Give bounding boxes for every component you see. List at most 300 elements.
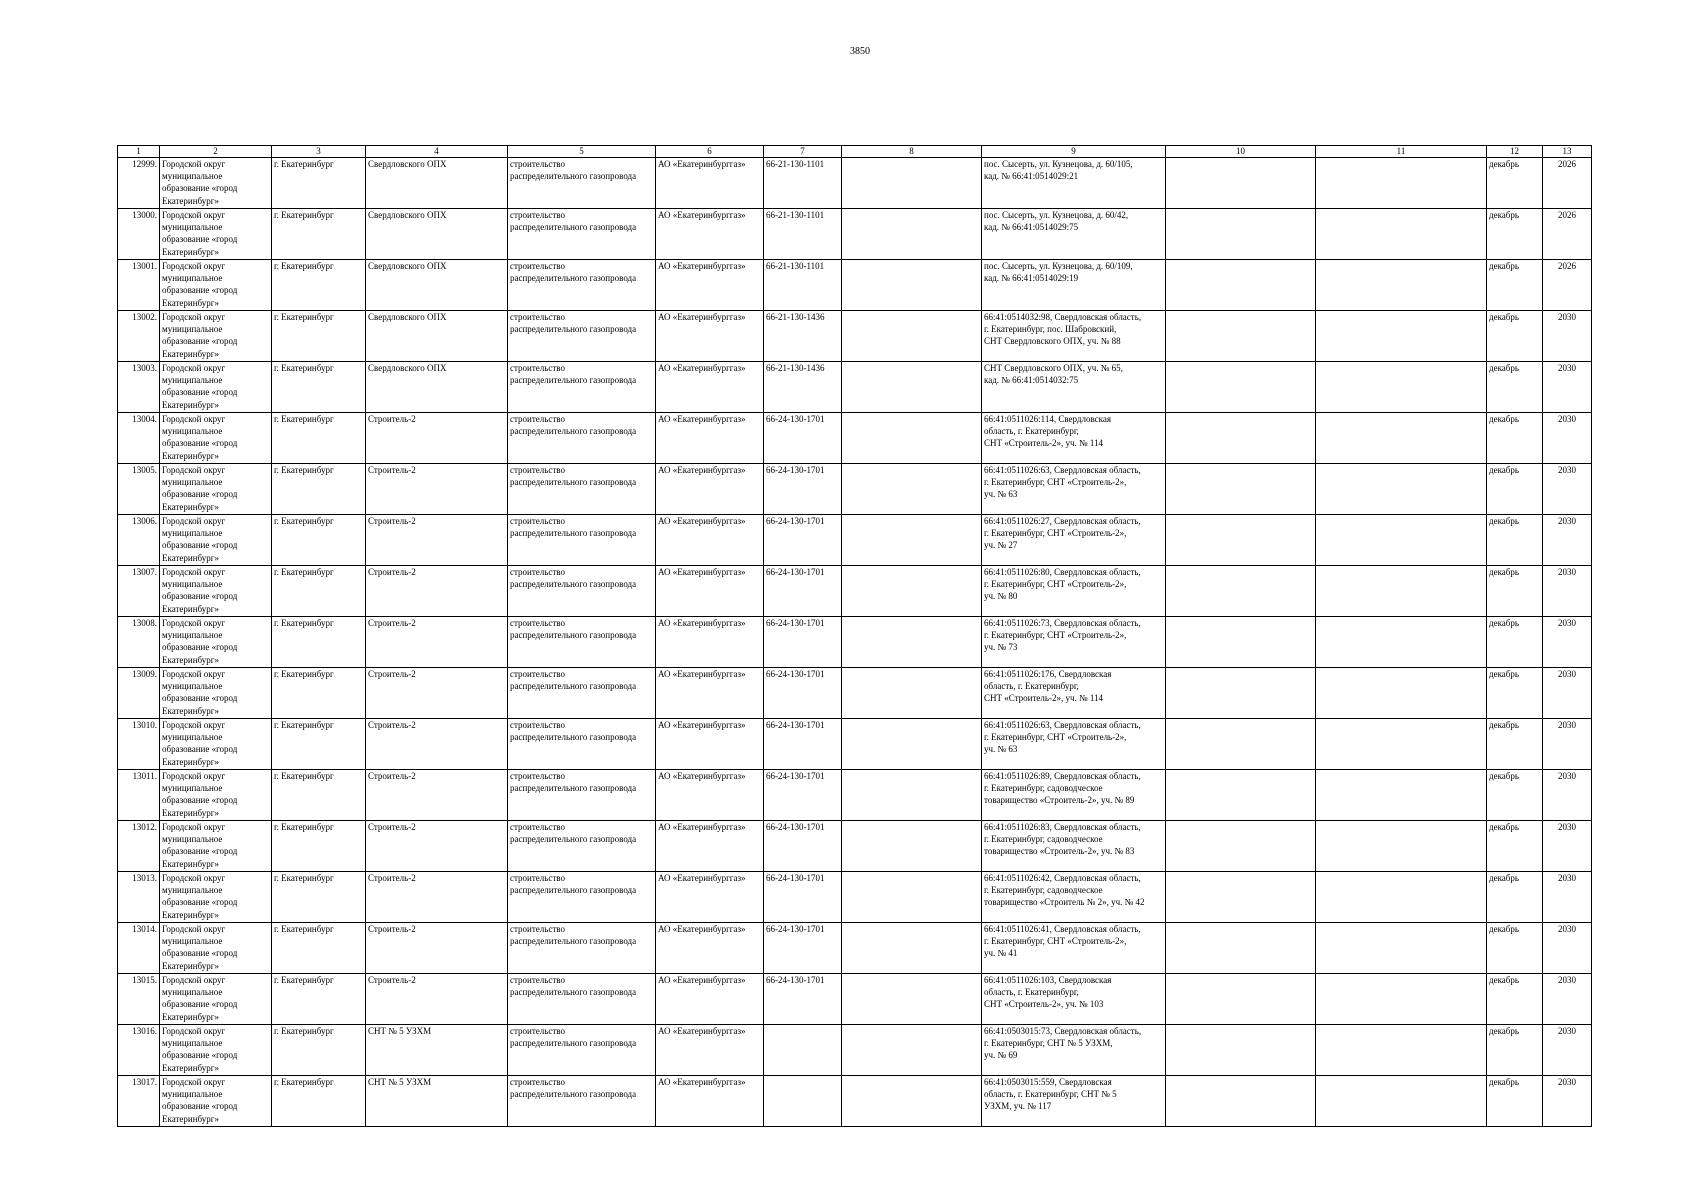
table-row <box>118 158 1592 209</box>
column-11-cell <box>1316 668 1487 719</box>
work-type-cell <box>508 260 656 311</box>
cell-line: муниципальное <box>162 528 223 539</box>
year-cell: 2030 <box>1543 515 1592 566</box>
cell-line: г. Екатеринбург, садоводческое <box>984 885 1103 896</box>
table-row <box>118 770 1592 821</box>
cell-line: распределительного газопровода <box>510 171 637 182</box>
column-11-cell <box>1316 566 1487 617</box>
column-10-cell <box>1166 974 1316 1025</box>
cell-line: муниципальное <box>162 273 223 284</box>
column-header: 4 <box>366 146 508 158</box>
column-header: 13 <box>1543 146 1592 158</box>
organization-cell: АО «Екатеринбурггаз» <box>656 209 764 260</box>
organization-cell: АО «Екатеринбурггаз» <box>656 719 764 770</box>
owner-cell <box>160 923 272 974</box>
cell-line: распределительного газопровода <box>510 783 637 794</box>
column-header: 12 <box>1487 146 1543 158</box>
cell-line: муниципальное <box>162 681 223 692</box>
cell-line: Екатеринбург» <box>162 348 219 359</box>
cell-line: кад. № 66:41:0514029:19 <box>984 273 1079 284</box>
table-row <box>118 1076 1592 1127</box>
cell-line: пос. Сысерть, ул. Кузнецова, д. 60/42, <box>984 210 1129 220</box>
table-row <box>118 260 1592 311</box>
cell-line: товарищество «Строитель-2», уч. № 89 <box>984 795 1135 806</box>
cell-line: строительство <box>510 1077 565 1087</box>
cell-line: область, г. Екатеринбург, <box>984 987 1079 998</box>
cell-line: муниципальное <box>162 222 223 233</box>
cell-line: образование «город <box>162 285 238 296</box>
cell-line: образование «город <box>162 1050 238 1061</box>
month-cell: декабрь <box>1487 668 1543 719</box>
locality-cell: Строитель-2 <box>366 923 508 974</box>
year-cell: 2026 <box>1543 158 1592 209</box>
cell-line: строительство <box>510 312 565 322</box>
cell-line: муниципальное <box>162 426 223 437</box>
city-cell: г. Екатеринбург <box>272 923 366 974</box>
cell-line: уч. № 27 <box>984 540 1018 551</box>
cell-line: образование «город <box>162 795 238 806</box>
cell-line: муниципальное <box>162 477 223 488</box>
cell-line: муниципальное <box>162 324 223 335</box>
column-header: 6 <box>656 146 764 158</box>
cell-line: г. Екатеринбург, садоводческое <box>984 834 1103 845</box>
cell-line: образование «город <box>162 591 238 602</box>
table-row <box>118 1025 1592 1076</box>
address-cell <box>982 923 1166 974</box>
cell-line: СНТ «Строитель-2», уч. № 103 <box>984 999 1104 1010</box>
table-row <box>118 413 1592 464</box>
cell-line: Екатеринбург» <box>162 960 219 971</box>
address-cell <box>982 362 1166 413</box>
year-cell: 2030 <box>1543 974 1592 1025</box>
year-cell: 2030 <box>1543 566 1592 617</box>
table-row <box>118 464 1592 515</box>
cell-line: Городской округ <box>162 720 226 730</box>
owner-cell <box>160 974 272 1025</box>
owner-cell <box>160 1025 272 1076</box>
owner-cell <box>160 260 272 311</box>
work-type-cell <box>508 1025 656 1076</box>
cell-line: товарищество «Строитель № 2», уч. № 42 <box>984 897 1145 908</box>
column-10-cell <box>1166 617 1316 668</box>
owner-cell <box>160 464 272 515</box>
column-11-cell <box>1316 1025 1487 1076</box>
locality-cell: Свердловского ОПХ <box>366 311 508 362</box>
row-number: 13006. <box>118 515 160 566</box>
month-cell: декабрь <box>1487 1025 1543 1076</box>
work-type-cell <box>508 515 656 566</box>
work-type-cell <box>508 566 656 617</box>
month-cell: декабрь <box>1487 311 1543 362</box>
month-cell: декабрь <box>1487 515 1543 566</box>
column-8-cell <box>842 923 982 974</box>
month-cell: декабрь <box>1487 260 1543 311</box>
organization-cell: АО «Екатеринбурггаз» <box>656 770 764 821</box>
owner-cell <box>160 1076 272 1127</box>
cell-line: уч. № 41 <box>984 948 1018 959</box>
work-type-cell <box>508 1076 656 1127</box>
code-cell: 66-21-130-1101 <box>764 260 842 311</box>
code-cell: 66-24-130-1701 <box>764 515 842 566</box>
cell-line: г. Екатеринбург, садоводческое <box>984 783 1103 794</box>
cell-line: строительство <box>510 669 565 679</box>
cell-line: распределительного газопровода <box>510 885 637 896</box>
month-cell: декабрь <box>1487 362 1543 413</box>
cell-line: распределительного газопровода <box>510 324 637 335</box>
column-8-cell <box>842 1076 982 1127</box>
column-11-cell <box>1316 923 1487 974</box>
month-cell: декабрь <box>1487 974 1543 1025</box>
row-number: 13007. <box>118 566 160 617</box>
cell-line: 66:41:0511026:103, Свердловская <box>984 975 1112 985</box>
year-cell: 2030 <box>1543 1025 1592 1076</box>
year-cell: 2030 <box>1543 872 1592 923</box>
column-11-cell <box>1316 770 1487 821</box>
cell-line: Екатеринбург» <box>162 858 219 869</box>
city-cell: г. Екатеринбург <box>272 362 366 413</box>
owner-cell <box>160 158 272 209</box>
cell-line: 66:41:0503015:73, Свердловская область, <box>984 1026 1142 1036</box>
address-cell <box>982 158 1166 209</box>
cell-line: строительство <box>510 567 565 577</box>
column-header: 1 <box>118 146 160 158</box>
cell-line: Городской округ <box>162 210 226 220</box>
cell-line: СНТ «Строитель-2», уч. № 114 <box>984 693 1104 704</box>
cell-line: УЗХМ, уч. № 117 <box>984 1101 1052 1112</box>
table-row <box>118 923 1592 974</box>
cell-line: образование «город <box>162 1101 238 1112</box>
work-type-cell <box>508 464 656 515</box>
cell-line: 66:41:0511026:63, Свердловская область, <box>984 720 1141 730</box>
cell-line: 66:41:0514032:98, Свердловская область, <box>984 312 1142 322</box>
cell-line: строительство <box>510 1026 565 1036</box>
owner-cell <box>160 413 272 464</box>
column-11-cell <box>1316 260 1487 311</box>
year-cell: 2030 <box>1543 413 1592 464</box>
address-cell <box>982 617 1166 668</box>
cell-line: Городской округ <box>162 312 226 322</box>
year-cell: 2030 <box>1543 719 1592 770</box>
organization-cell: АО «Екатеринбурггаз» <box>656 413 764 464</box>
cell-line: СНТ Свердловского ОПХ, уч. № 88 <box>984 336 1121 347</box>
table-row <box>118 566 1592 617</box>
locality-cell: Свердловского ОПХ <box>366 260 508 311</box>
column-8-cell <box>842 209 982 260</box>
cell-line: Екатеринбург» <box>162 654 219 665</box>
cell-line: образование «город <box>162 438 238 449</box>
cell-line: Городской округ <box>162 567 226 577</box>
row-number: 12999. <box>118 158 160 209</box>
column-8-cell <box>842 464 982 515</box>
locality-cell: СНТ № 5 УЗХМ <box>366 1025 508 1076</box>
locality-cell: Строитель-2 <box>366 515 508 566</box>
city-cell: г. Екатеринбург <box>272 464 366 515</box>
cell-line: СНТ «Строитель-2», уч. № 114 <box>984 438 1104 449</box>
locality-cell: Строитель-2 <box>366 566 508 617</box>
cell-line: г. Екатеринбург, СНТ № 5 УЗХМ, <box>984 1038 1113 1049</box>
cell-line: муниципальное <box>162 987 223 998</box>
cell-line: строительство <box>510 210 565 220</box>
organization-cell: АО «Екатеринбурггаз» <box>656 158 764 209</box>
owner-cell <box>160 770 272 821</box>
owner-cell <box>160 719 272 770</box>
cell-line: Екатеринбург» <box>162 297 219 308</box>
cell-line: распределительного газопровода <box>510 1089 637 1100</box>
cell-line: г. Екатеринбург, СНТ «Строитель-2», <box>984 630 1127 641</box>
column-header: 2 <box>160 146 272 158</box>
cell-line: область, г. Екатеринбург, <box>984 426 1079 437</box>
cell-line: распределительного газопровода <box>510 477 637 488</box>
row-number: 13017. <box>118 1076 160 1127</box>
address-cell <box>982 668 1166 719</box>
cell-line: Городской округ <box>162 873 226 883</box>
address-cell <box>982 1025 1166 1076</box>
cell-line: строительство <box>510 873 565 883</box>
row-number: 13012. <box>118 821 160 872</box>
organization-cell: АО «Екатеринбурггаз» <box>656 872 764 923</box>
address-cell <box>982 209 1166 260</box>
organization-cell: АО «Екатеринбурггаз» <box>656 362 764 413</box>
month-cell: декабрь <box>1487 413 1543 464</box>
row-number: 13001. <box>118 260 160 311</box>
column-11-cell <box>1316 515 1487 566</box>
cell-line: образование «город <box>162 846 238 857</box>
cell-line: муниципальное <box>162 1089 223 1100</box>
year-cell: 2030 <box>1543 1076 1592 1127</box>
cell-line: образование «город <box>162 642 238 653</box>
organization-cell: АО «Екатеринбурггаз» <box>656 668 764 719</box>
column-11-cell <box>1316 464 1487 515</box>
cell-line: распределительного газопровода <box>510 834 637 845</box>
address-cell <box>982 464 1166 515</box>
cell-line: распределительного газопровода <box>510 1038 637 1049</box>
locality-cell: Строитель-2 <box>366 974 508 1025</box>
column-10-cell <box>1166 821 1316 872</box>
month-cell: декабрь <box>1487 821 1543 872</box>
address-cell <box>982 974 1166 1025</box>
locality-cell: Свердловского ОПХ <box>366 362 508 413</box>
month-cell: декабрь <box>1487 209 1543 260</box>
cell-line: строительство <box>510 771 565 781</box>
address-cell <box>982 260 1166 311</box>
table-row <box>118 872 1592 923</box>
code-cell: 66-21-130-1436 <box>764 362 842 413</box>
cell-line: муниципальное <box>162 579 223 590</box>
cell-line: г. Екатеринбург, СНТ «Строитель-2», <box>984 477 1127 488</box>
cell-line: образование «город <box>162 234 238 245</box>
cell-line: строительство <box>510 159 565 169</box>
city-cell: г. Екатеринбург <box>272 617 366 668</box>
column-11-cell <box>1316 209 1487 260</box>
column-10-cell <box>1166 209 1316 260</box>
owner-cell <box>160 362 272 413</box>
table-row <box>118 311 1592 362</box>
work-type-cell <box>508 617 656 668</box>
cell-line: Екатеринбург» <box>162 756 219 767</box>
row-number: 13010. <box>118 719 160 770</box>
code-cell: 66-24-130-1701 <box>764 566 842 617</box>
month-cell: декабрь <box>1487 719 1543 770</box>
column-header: 9 <box>982 146 1166 158</box>
column-8-cell <box>842 362 982 413</box>
cell-line: 66:41:0511026:114, Свердловская <box>984 414 1112 424</box>
address-cell <box>982 413 1166 464</box>
cell-line: муниципальное <box>162 171 223 182</box>
year-cell: 2030 <box>1543 617 1592 668</box>
organization-cell: АО «Екатеринбурггаз» <box>656 515 764 566</box>
column-8-cell <box>842 515 982 566</box>
owner-cell <box>160 515 272 566</box>
column-10-cell <box>1166 311 1316 362</box>
code-cell: 66-24-130-1701 <box>764 974 842 1025</box>
cell-line: уч. № 63 <box>984 744 1018 755</box>
table-row <box>118 515 1592 566</box>
cell-line: строительство <box>510 414 565 424</box>
locality-cell: Строитель-2 <box>366 413 508 464</box>
cell-line: Екатеринбург» <box>162 705 219 716</box>
cell-line: кад. № 66:41:0514032:75 <box>984 375 1079 386</box>
organization-cell: АО «Екатеринбурггаз» <box>656 260 764 311</box>
work-type-cell <box>508 209 656 260</box>
city-cell: г. Екатеринбург <box>272 821 366 872</box>
cell-line: Городской округ <box>162 414 226 424</box>
cell-line: Городской округ <box>162 618 226 628</box>
cell-line: товарищество «Строитель-2», уч. № 83 <box>984 846 1135 857</box>
locality-cell: Строитель-2 <box>366 617 508 668</box>
address-cell <box>982 872 1166 923</box>
month-cell: декабрь <box>1487 464 1543 515</box>
cell-line: строительство <box>510 720 565 730</box>
table-row <box>118 719 1592 770</box>
cell-line: Екатеринбург» <box>162 552 219 563</box>
city-cell: г. Екатеринбург <box>272 311 366 362</box>
locality-cell: Строитель-2 <box>366 770 508 821</box>
column-10-cell <box>1166 566 1316 617</box>
cell-line: Городской округ <box>162 822 226 832</box>
cell-line: Городской округ <box>162 516 226 526</box>
organization-cell: АО «Екатеринбурггаз» <box>656 1025 764 1076</box>
work-type-cell <box>508 413 656 464</box>
address-cell <box>982 311 1166 362</box>
cell-line: строительство <box>510 618 565 628</box>
column-10-cell <box>1166 923 1316 974</box>
cell-line: строительство <box>510 465 565 475</box>
page-number: 3850 <box>850 46 870 57</box>
city-cell: г. Екатеринбург <box>272 209 366 260</box>
year-cell: 2030 <box>1543 362 1592 413</box>
column-11-cell <box>1316 1076 1487 1127</box>
register-table <box>117 145 1592 1127</box>
column-8-cell <box>842 260 982 311</box>
cell-line: 66:41:0511026:176, Свердловская <box>984 669 1112 679</box>
cell-line: уч. № 69 <box>984 1050 1018 1061</box>
cell-line: Городской округ <box>162 771 226 781</box>
table-row <box>118 668 1592 719</box>
cell-line: строительство <box>510 924 565 934</box>
work-type-cell <box>508 821 656 872</box>
column-header: 11 <box>1316 146 1487 158</box>
year-cell: 2030 <box>1543 464 1592 515</box>
cell-line: Екатеринбург» <box>162 909 219 920</box>
table-row <box>118 209 1592 260</box>
cell-line: уч. № 63 <box>984 489 1018 500</box>
column-10-cell <box>1166 668 1316 719</box>
cell-line: Екатеринбург» <box>162 399 219 410</box>
cell-line: г. Екатеринбург, СНТ «Строитель-2», <box>984 579 1127 590</box>
cell-line: муниципальное <box>162 783 223 794</box>
city-cell: г. Екатеринбург <box>272 566 366 617</box>
register-body <box>118 158 1592 1127</box>
city-cell: г. Екатеринбург <box>272 413 366 464</box>
city-cell: г. Екатеринбург <box>272 872 366 923</box>
cell-line: распределительного газопровода <box>510 579 637 590</box>
month-cell: декабрь <box>1487 923 1543 974</box>
year-cell: 2030 <box>1543 770 1592 821</box>
cell-line: кад. № 66:41:0514029:21 <box>984 171 1079 182</box>
organization-cell: АО «Екатеринбурггаз» <box>656 617 764 668</box>
cell-line: пос. Сысерть, ул. Кузнецова, д. 60/109, <box>984 261 1133 271</box>
column-header: 3 <box>272 146 366 158</box>
row-number: 13004. <box>118 413 160 464</box>
cell-line: распределительного газопровода <box>510 681 637 692</box>
owner-cell <box>160 668 272 719</box>
year-cell: 2030 <box>1543 311 1592 362</box>
year-cell: 2030 <box>1543 821 1592 872</box>
cell-line: 66:41:0511026:83, Свердловская область, <box>984 822 1141 832</box>
cell-line: распределительного газопровода <box>510 732 637 743</box>
city-cell: г. Екатеринбург <box>272 1025 366 1076</box>
column-10-cell <box>1166 413 1316 464</box>
city-cell: г. Екатеринбург <box>272 1076 366 1127</box>
locality-cell: Свердловского ОПХ <box>366 209 508 260</box>
cell-line: муниципальное <box>162 834 223 845</box>
code-cell <box>764 1076 842 1127</box>
cell-line: Екатеринбург» <box>162 246 219 257</box>
code-cell: 66-21-130-1101 <box>764 158 842 209</box>
cell-line: 66:41:0511026:42, Свердловская область, <box>984 873 1141 883</box>
cell-line: строительство <box>510 975 565 985</box>
work-type-cell <box>508 311 656 362</box>
cell-line: область, г. Екатеринбург, <box>984 681 1079 692</box>
cell-line: образование «город <box>162 693 238 704</box>
city-cell: г. Екатеринбург <box>272 770 366 821</box>
address-cell <box>982 821 1166 872</box>
year-cell: 2030 <box>1543 668 1592 719</box>
column-10-cell <box>1166 770 1316 821</box>
column-11-cell <box>1316 617 1487 668</box>
address-cell <box>982 719 1166 770</box>
cell-line: г. Екатеринбург, СНТ «Строитель-2», <box>984 732 1127 743</box>
column-10-cell <box>1166 1076 1316 1127</box>
row-number: 13005. <box>118 464 160 515</box>
code-cell: 66-24-130-1701 <box>764 872 842 923</box>
cell-line: Городской округ <box>162 261 226 271</box>
month-cell: декабрь <box>1487 617 1543 668</box>
cell-line: Екатеринбург» <box>162 807 219 818</box>
cell-line: Городской округ <box>162 975 226 985</box>
cell-line: Городской округ <box>162 924 226 934</box>
address-cell <box>982 1076 1166 1127</box>
column-8-cell <box>842 719 982 770</box>
cell-line: кад. № 66:41:0514029:75 <box>984 222 1079 233</box>
cell-line: область, г. Екатеринбург, СНТ № 5 <box>984 1089 1117 1100</box>
row-number: 13003. <box>118 362 160 413</box>
row-number: 13009. <box>118 668 160 719</box>
column-8-cell <box>842 158 982 209</box>
row-number: 13015. <box>118 974 160 1025</box>
owner-cell <box>160 209 272 260</box>
organization-cell: АО «Екатеринбурггаз» <box>656 821 764 872</box>
